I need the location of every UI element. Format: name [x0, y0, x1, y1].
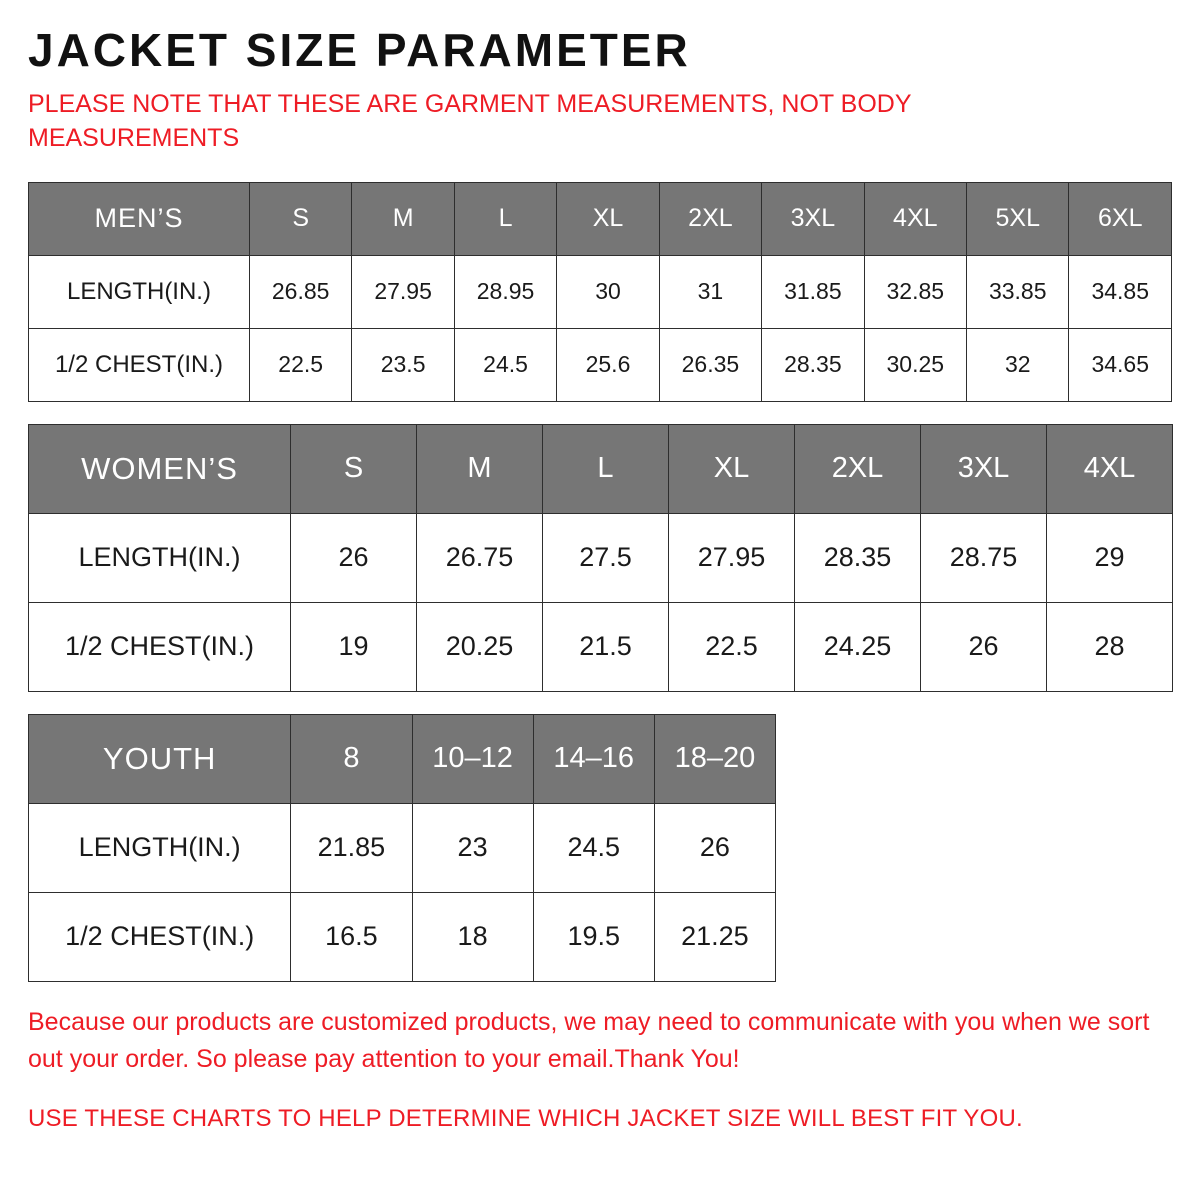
measurement-cell: 29 — [1047, 513, 1173, 602]
size-column-header: 8 — [291, 714, 412, 803]
size-column-header: 2XL — [795, 424, 921, 513]
size-column-header: 18–20 — [654, 714, 775, 803]
measurement-cell: 28.35 — [762, 328, 864, 401]
measurement-cell: 19.5 — [533, 892, 654, 981]
measurement-cell: 21.5 — [543, 602, 669, 691]
measurement-cell: 28 — [1047, 602, 1173, 691]
table-row — [29, 255, 1172, 328]
measurement-cell: 26 — [921, 602, 1047, 691]
measurement-cell: 28.35 — [795, 513, 921, 602]
size-column-header: S — [249, 182, 351, 255]
size-column-header: M — [352, 182, 454, 255]
size-column-header: 6XL — [1069, 182, 1172, 255]
measurement-cell: 26.35 — [659, 328, 761, 401]
measurement-cell: 22.5 — [249, 328, 351, 401]
measurement-cell: 26 — [654, 803, 775, 892]
measurement-cell: 26.85 — [249, 255, 351, 328]
youth-size-table — [28, 714, 776, 982]
measurement-cell: 32 — [967, 328, 1069, 401]
measurement-cell: 23 — [412, 803, 533, 892]
size-column-header: S — [291, 424, 417, 513]
size-column-header: 2XL — [659, 182, 761, 255]
measurement-cell: 22.5 — [669, 602, 795, 691]
size-column-header: 3XL — [921, 424, 1047, 513]
measurement-cell: 26.75 — [417, 513, 543, 602]
measurement-row-label: LENGTH(IN.) — [29, 255, 250, 328]
size-column-header: 10–12 — [412, 714, 533, 803]
measurement-cell: 19 — [291, 602, 417, 691]
size-column-header: 4XL — [864, 182, 966, 255]
measurement-cell: 34.65 — [1069, 328, 1172, 401]
measurement-cell: 21.85 — [291, 803, 412, 892]
measurement-cell: 20.25 — [417, 602, 543, 691]
table-row — [29, 803, 776, 892]
table-header-row — [29, 424, 1173, 513]
table-header-row — [29, 182, 1172, 255]
measurement-cell: 24.5 — [533, 803, 654, 892]
measurement-cell: 27.95 — [669, 513, 795, 602]
size-column-header: 5XL — [967, 182, 1069, 255]
measurement-cell: 30 — [557, 255, 659, 328]
table-category-header: WOMEN’S — [29, 424, 291, 513]
womens-size-table — [28, 424, 1173, 692]
size-column-header: 3XL — [762, 182, 864, 255]
table-row — [29, 602, 1173, 691]
mens-size-table — [28, 182, 1172, 402]
measurement-cell: 24.5 — [454, 328, 556, 401]
measurement-cell: 23.5 — [352, 328, 454, 401]
tables-container — [28, 182, 1172, 982]
measurement-cell: 26 — [291, 513, 417, 602]
footer-paragraph: Because our products are customized products, we may need to communicate with you when we sort out your order. So please pay attention to your email.Thank You! — [28, 1007, 1150, 1074]
measurement-cell: 31.85 — [762, 255, 864, 328]
measurement-cell: 28.75 — [921, 513, 1047, 602]
measurement-cell: 28.95 — [454, 255, 556, 328]
measurement-cell: 33.85 — [967, 255, 1069, 328]
table-header-row — [29, 714, 776, 803]
footer-notes — [28, 1004, 1172, 1133]
size-column-header: XL — [669, 424, 795, 513]
table-row — [29, 892, 776, 981]
measurement-row-label: LENGTH(IN.) — [29, 513, 291, 602]
size-column-header: L — [454, 182, 556, 255]
table-row — [29, 328, 1172, 401]
measurement-cell: 21.25 — [654, 892, 775, 981]
size-column-header: 4XL — [1047, 424, 1173, 513]
size-column-header: 14–16 — [533, 714, 654, 803]
measurement-cell: 30.25 — [864, 328, 966, 401]
measurement-cell: 31 — [659, 255, 761, 328]
size-column-header: M — [417, 424, 543, 513]
size-column-header: L — [543, 424, 669, 513]
measurement-row-label: 1/2 CHEST(IN.) — [29, 892, 291, 981]
page-title: JACKET SIZE PARAMETER — [28, 24, 691, 76]
measurement-cell: 34.85 — [1069, 255, 1172, 328]
table-category-header: YOUTH — [29, 714, 291, 803]
measurement-cell: 18 — [412, 892, 533, 981]
measurement-cell: 16.5 — [291, 892, 412, 981]
measurement-row-label: 1/2 CHEST(IN.) — [29, 602, 291, 691]
garment-measurement-note: PLEASE NOTE THAT THESE ARE GARMENT MEASUREMENTS, NOT BODY MEASUREMENTS — [28, 90, 912, 153]
measurement-cell: 27.95 — [352, 255, 454, 328]
footer-charts-line: USE THESE CHARTS TO HELP DETERMINE WHICH JACKET SIZE WILL BEST FIT YOU. — [28, 1104, 1023, 1132]
size-column-header: XL — [557, 182, 659, 255]
measurement-cell: 24.25 — [795, 602, 921, 691]
measurement-row-label: 1/2 CHEST(IN.) — [29, 328, 250, 401]
table-category-header: MEN’S — [29, 182, 250, 255]
table-row — [29, 513, 1173, 602]
measurement-cell: 25.6 — [557, 328, 659, 401]
measurement-cell: 32.85 — [864, 255, 966, 328]
measurement-row-label: LENGTH(IN.) — [29, 803, 291, 892]
measurement-cell: 27.5 — [543, 513, 669, 602]
